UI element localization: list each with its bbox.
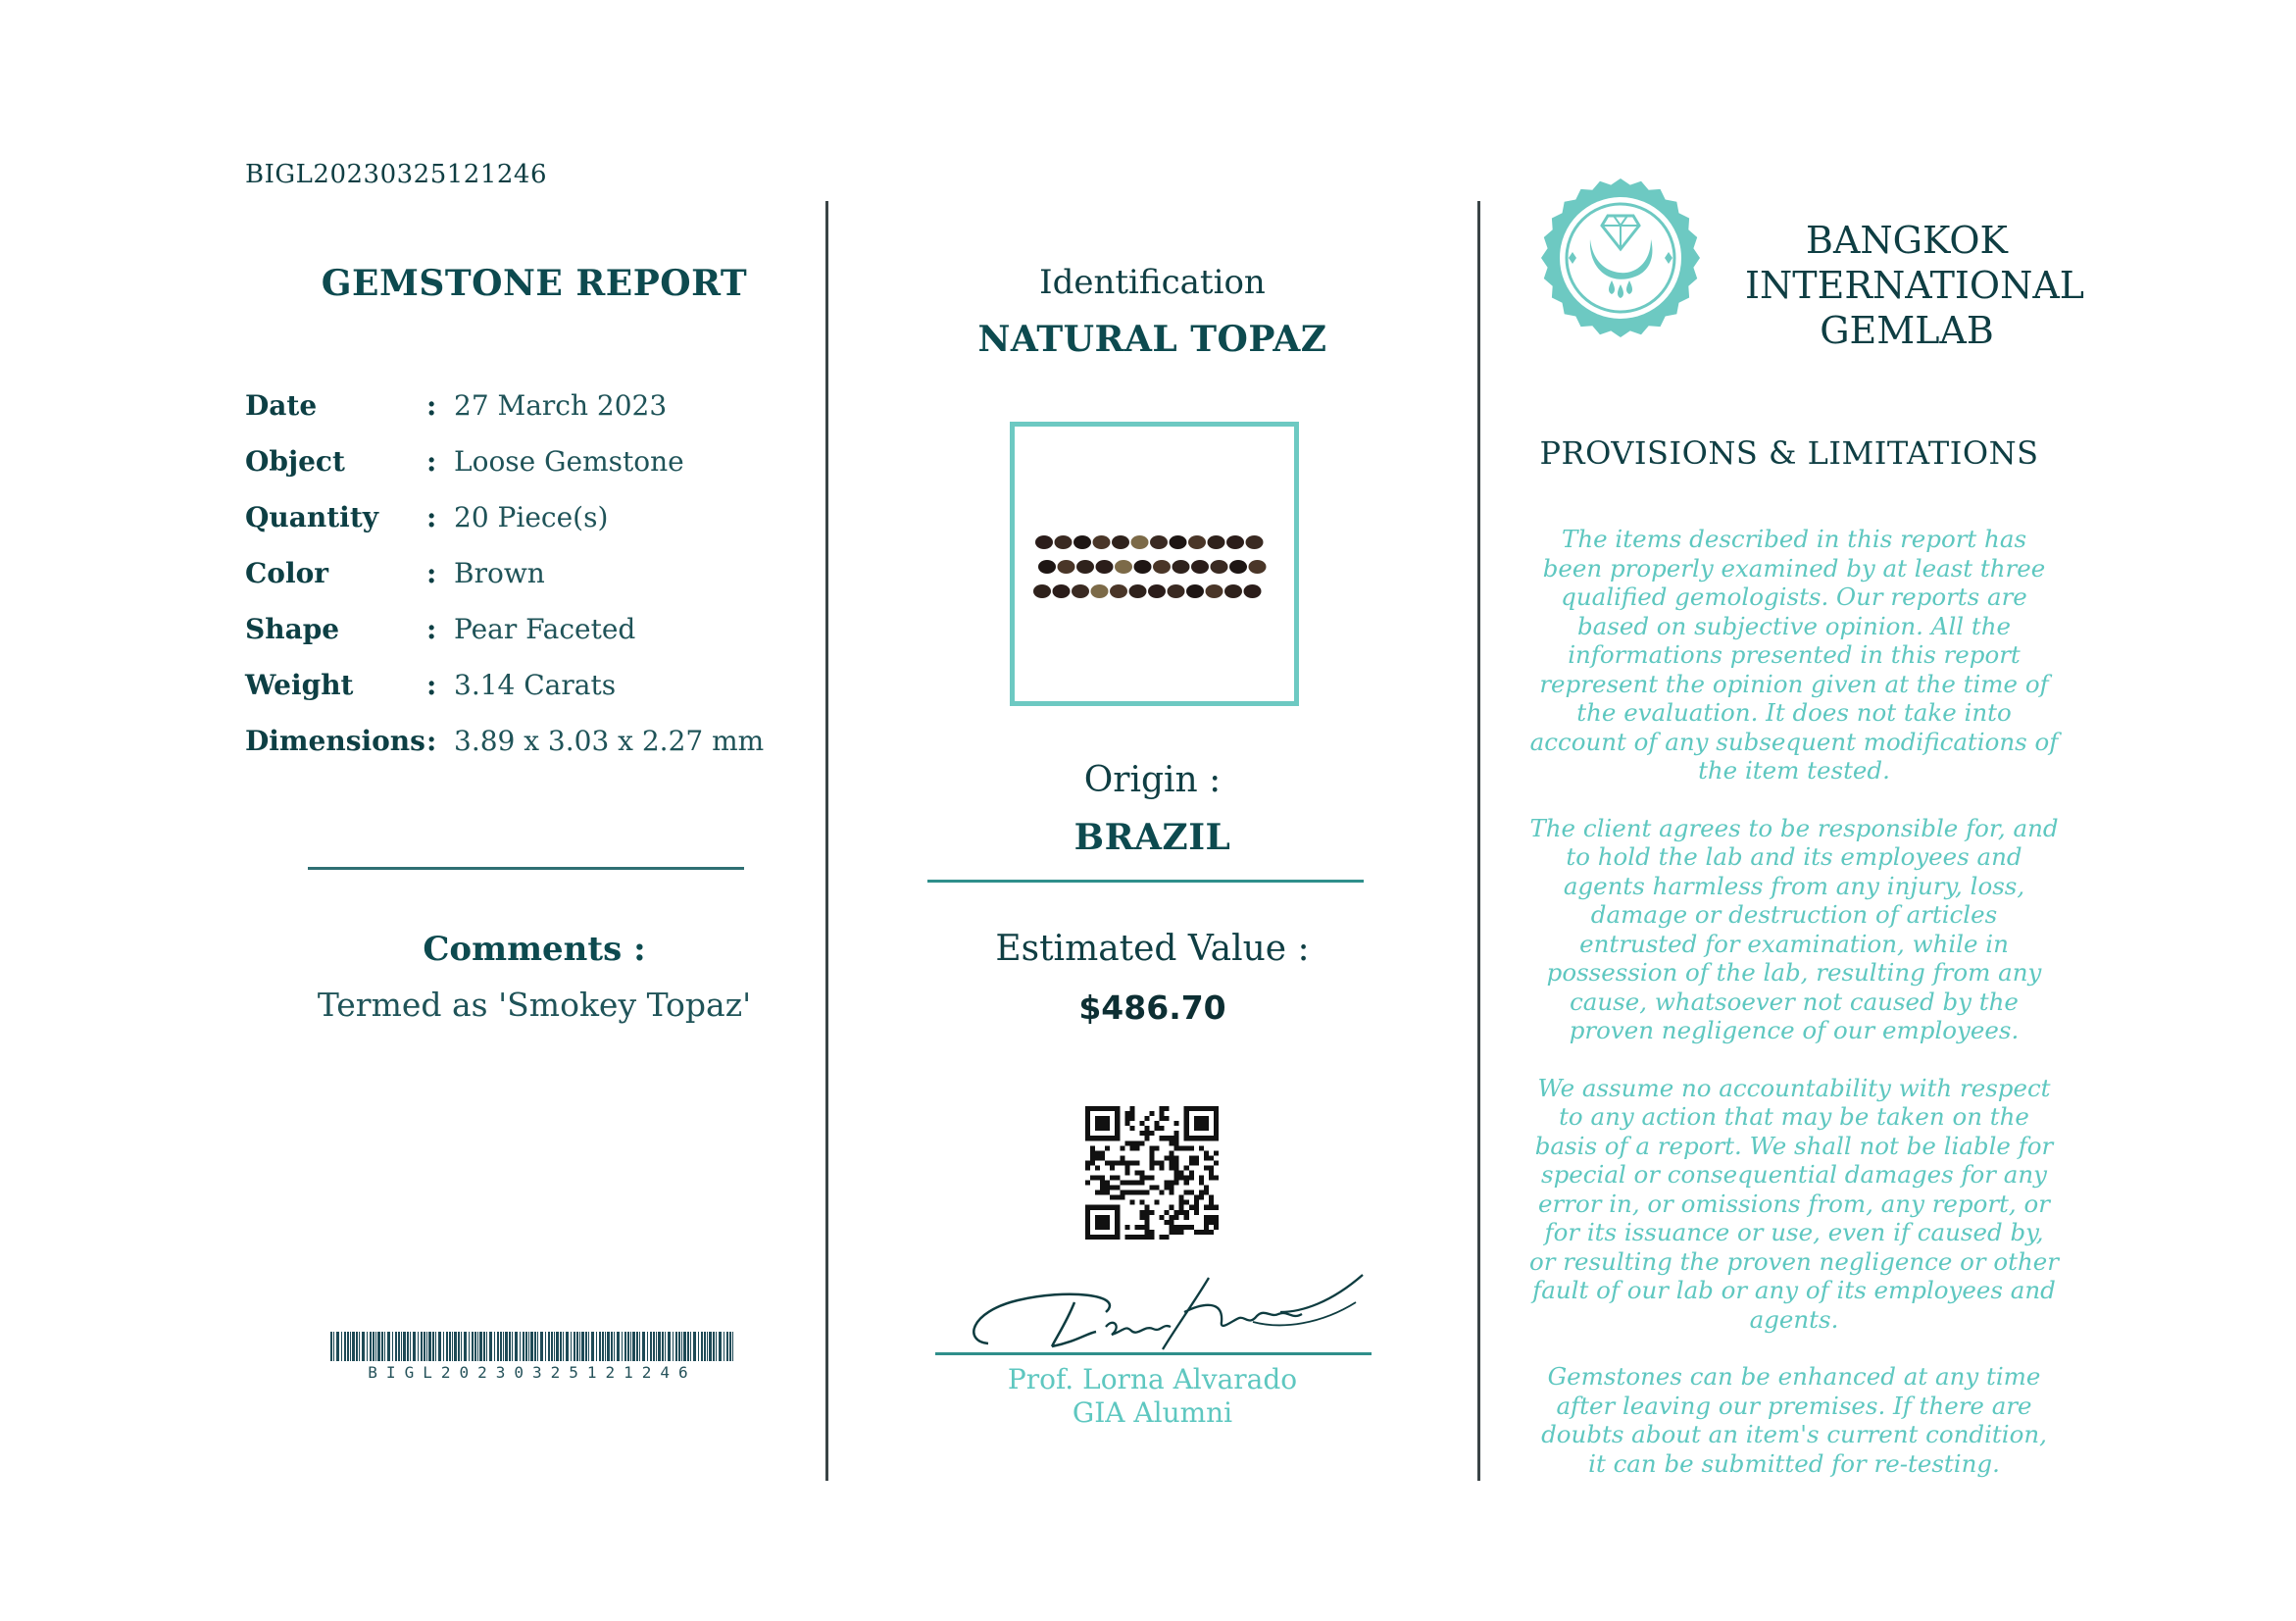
- detail-row-shape: [245, 601, 794, 657]
- lab-name-line: BANGKOK: [1806, 219, 2008, 262]
- detail-colon: :: [426, 501, 437, 533]
- lab-name: [1745, 218, 2085, 353]
- detail-row-quantity: [245, 489, 794, 545]
- detail-colon: :: [426, 613, 437, 645]
- gemstone-photo-frame: [1010, 422, 1299, 706]
- lab-name-line: INTERNATIONAL: [1745, 264, 2085, 307]
- identification-heading: Identification: [1039, 263, 1266, 302]
- detail-label: Quantity: [245, 501, 379, 533]
- detail-row-color: [245, 545, 794, 601]
- signature-icon: [959, 1273, 1366, 1353]
- detail-label: Weight: [245, 669, 354, 701]
- estimated-value-label: Estimated Value :: [995, 929, 1310, 969]
- detail-label: Dimensions: [245, 725, 425, 757]
- column-divider-right: [1477, 201, 1480, 1481]
- detail-colon: :: [426, 445, 437, 478]
- identification-value: NATURAL TOPAZ: [977, 319, 1327, 360]
- comments-heading: Comments :: [423, 930, 646, 969]
- detail-value: Pear Faceted: [454, 613, 636, 645]
- report-number: BIGL20230325121246: [245, 160, 547, 189]
- lab-name-line: GEMLAB: [1820, 309, 1994, 352]
- detail-value: 27 March 2023: [454, 389, 668, 422]
- detail-row-weight: [245, 657, 794, 713]
- provisions-body: [1529, 525, 2059, 1506]
- signature-rule: [935, 1352, 1372, 1355]
- detail-value: 3.89 x 3.03 x 2.27 mm: [454, 725, 765, 757]
- detail-colon: :: [426, 389, 437, 422]
- column-divider-left: [825, 201, 828, 1481]
- origin-label: Origin :: [1083, 760, 1222, 800]
- qr-code-icon: [1085, 1106, 1219, 1240]
- detail-colon: :: [426, 557, 437, 589]
- report-title: GEMSTONE REPORT: [321, 263, 748, 304]
- detail-row-dimensions: [245, 713, 794, 769]
- detail-value: Brown: [454, 557, 545, 589]
- signer-name: Prof. Lorna Alvarado: [1007, 1363, 1298, 1395]
- detail-colon: :: [426, 669, 437, 701]
- detail-value: 20 Piece(s): [454, 501, 609, 533]
- divider-rule: [308, 867, 744, 870]
- provision-paragraph: The items described in this report has been properly examined by at least three qualified gemologists. Our reports are based on subjective opinion. All the informations presented in this report represent the opinion given at the time of the evaluation. It does not take into account of any subsequent modifications of the item tested.: [1529, 525, 2059, 785]
- detail-label: Object: [245, 445, 345, 478]
- detail-row-object: [245, 433, 794, 489]
- origin-value: BRAZIL: [1073, 817, 1231, 858]
- detail-colon: :: [426, 725, 437, 757]
- gem-crest-seal-icon: [1541, 178, 1700, 337]
- divider-rule: [927, 880, 1364, 883]
- provision-paragraph: We assume no accountability with respect to any action that may be taken on the basis of a report. We shall not be liable for special or consequential damages for any error in, or omissions from, any report, or for its issuance or use, even if caused by, or resulting the proven negligence or other fault of our lab or any of its employees and agents.: [1529, 1073, 2059, 1334]
- detail-row-date: [245, 378, 794, 433]
- comments-text: Termed as 'Smokey Topaz': [317, 986, 752, 1024]
- details-table: [245, 378, 794, 769]
- detail-label: Date: [245, 389, 318, 422]
- provision-paragraph: The client agrees to be responsible for, and to hold the lab and its employees and agents harmless from any injury, loss, damage or destruction of articles entrusted for examination, while in possession of the lab, resulting from any cause, whatsoever not caused by the proven negligence of our employees.: [1529, 813, 2059, 1044]
- detail-value: 3.14 Carats: [454, 669, 617, 701]
- barcode-number: BIGL20230325121246: [368, 1363, 697, 1382]
- detail-value: Loose Gemstone: [454, 445, 684, 478]
- detail-label: Shape: [245, 613, 340, 645]
- signer-title: GIA Alumni: [1072, 1396, 1233, 1429]
- gemstone-lot-photo-icon: [1015, 427, 1294, 701]
- provision-paragraph: Gemstones can be enhanced at any time after leaving our premises. If there are doubts about an item's current condition, it can be submitted for re-testing.: [1541, 1362, 2047, 1478]
- provisions-heading: PROVISIONS & LIMITATIONS: [1539, 434, 2039, 472]
- detail-label: Color: [245, 557, 329, 589]
- estimated-value: $486.70: [1078, 988, 1226, 1027]
